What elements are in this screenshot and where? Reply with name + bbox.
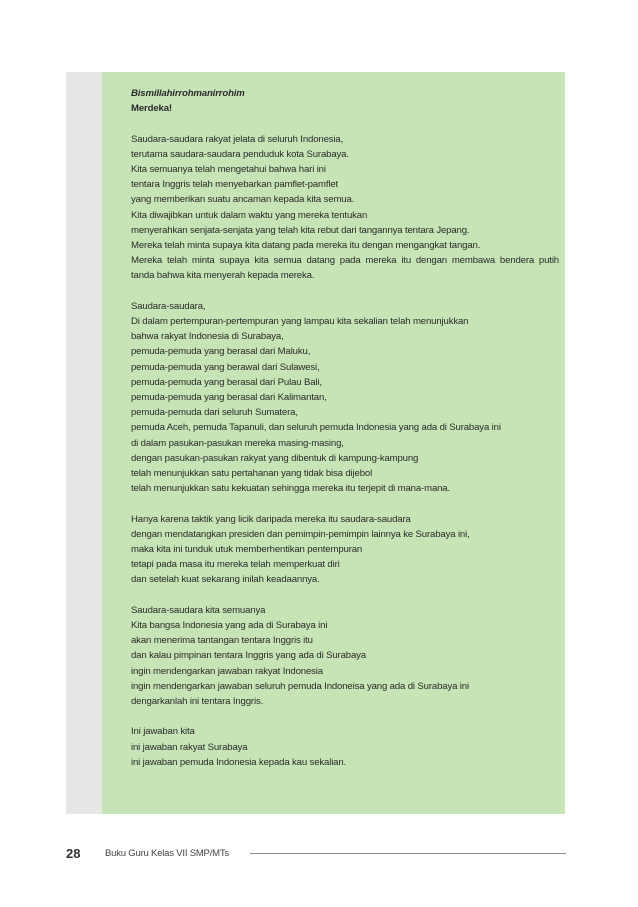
text-line: yang memberikan suatu ancaman kepada kita semua. bbox=[131, 194, 355, 206]
page-number: 28 bbox=[66, 846, 81, 861]
text-line: dengan mendatangkan presiden dan pemimpin-pemimpin lainnya ke Surabaya ini, bbox=[131, 528, 470, 540]
text-line: telah menunjukkan satu pertahanan yang tidak bisa dijebol bbox=[131, 468, 373, 480]
text-line: akan menerima tantangan tentara Inggris itu bbox=[131, 635, 313, 647]
text-line: Kita diwajibkan untuk dalam waktu yang mereka tentukan bbox=[131, 209, 368, 221]
footer-divider bbox=[250, 853, 566, 854]
text-line: Mereka telah minta supaya kita semua datang pada mereka itu dengan membawa bendera putih bbox=[131, 255, 559, 267]
text-line: dan setelah kuat sekarang inilah keadaannya. bbox=[131, 574, 320, 586]
left-margin-strip bbox=[66, 72, 102, 814]
text-line: Saudara-saudara kita semuanya bbox=[131, 604, 266, 616]
text-line: telah menunjukkan satu kekuatan sehingga mereka itu terjepit di mana-mana. bbox=[131, 483, 451, 495]
text-line: tanda bahwa kita menyerah kepada mereka. bbox=[131, 270, 315, 282]
text-line: terutama saudara-saudara penduduk kota Surabaya. bbox=[131, 148, 349, 160]
text-line: tentara Inggris telah menyebarkan pamflet-pamflet bbox=[131, 179, 339, 191]
text-line: dan kalau pimpinan tentara Inggris yang ada di Surabaya bbox=[131, 650, 366, 662]
text-line: Kita bangsa Indonesia yang ada di Surabaya ini bbox=[131, 620, 328, 632]
text-line: ingin mendengarkan jawaban seluruh pemuda Indoneisa yang ada di Surabaya ini bbox=[131, 680, 469, 692]
text-line: Ini jawaban kita bbox=[131, 726, 195, 738]
text-line: dengarkanlah ini tentara Inggris. bbox=[131, 696, 264, 708]
stanza-5 bbox=[131, 724, 559, 770]
text-line: Saudara-saudara rakyat jelata di seluruh Indonesia, bbox=[131, 133, 344, 145]
text-line: maka kita ini tunduk utuk memberhentikan pentempuran bbox=[131, 544, 363, 556]
text-line: ini jawaban rakyat Surabaya bbox=[131, 741, 248, 753]
text-line: pemuda Aceh, pemuda Tapanuli, dan seluruh pemuda Indonesia yang ada di Surabaya ini bbox=[131, 422, 501, 434]
text-line: dengan pasukan-pasukan rakyat yang dibentuk di kampung-kampung bbox=[131, 452, 419, 464]
text-line: Di dalam pertempuran-pertempuran yang lampau kita sekalian telah menunjukkan bbox=[131, 316, 469, 328]
book-title: Buku Guru Kelas VII SMP/MTs bbox=[105, 848, 229, 859]
text-line: pemuda-pemuda yang berasal dari Maluku, bbox=[131, 346, 311, 358]
stanza-3 bbox=[131, 512, 559, 588]
text-line: ini jawaban pemuda Indonesia kepada kau sekalian. bbox=[131, 756, 347, 768]
text-line: pemuda-pemuda yang berasal dari Pulau Bali, bbox=[131, 376, 322, 388]
text-line: menyerahkan senjata-senjata yang telah kita rebut dari tangannya tentara Jepang. bbox=[131, 224, 470, 236]
opening-exclamation: Merdeka! bbox=[131, 103, 172, 115]
text-line: pemuda-pemuda yang berawal dari Sulawesi, bbox=[131, 361, 320, 373]
stanza-2 bbox=[131, 299, 559, 497]
text-line: pemuda-pemuda dari seluruh Sumatera, bbox=[131, 407, 298, 419]
text-line: pemuda-pemuda yang berasal dari Kalimantan, bbox=[131, 392, 327, 404]
opening-greeting: Bismillahirrohmanirrohim bbox=[131, 88, 245, 99]
text-line: Kita semuanya telah mengetahui bahwa hari ini bbox=[131, 164, 326, 175]
stanza-1 bbox=[131, 132, 559, 284]
text-line: di dalam pasukan-pasukan mereka masing-masing, bbox=[131, 437, 344, 449]
text-line: Hanya karena taktik yang licik daripada mereka itu saudara-saudara bbox=[131, 513, 411, 525]
text-line: tetapi pada masa itu mereka telah memperkuat diri bbox=[131, 559, 340, 571]
speech-text bbox=[131, 86, 559, 770]
text-line: ingin mendengarkan jawaban rakyat Indonesia bbox=[131, 665, 323, 677]
stanza-4 bbox=[131, 603, 559, 709]
text-line: Mereka telah minta supaya kita datang pada mereka itu dengan mengangkat tangan. bbox=[131, 240, 481, 252]
text-line: Saudara-saudara, bbox=[131, 300, 206, 312]
text-line: bahwa rakyat Indonesia di Surabaya, bbox=[131, 331, 284, 343]
